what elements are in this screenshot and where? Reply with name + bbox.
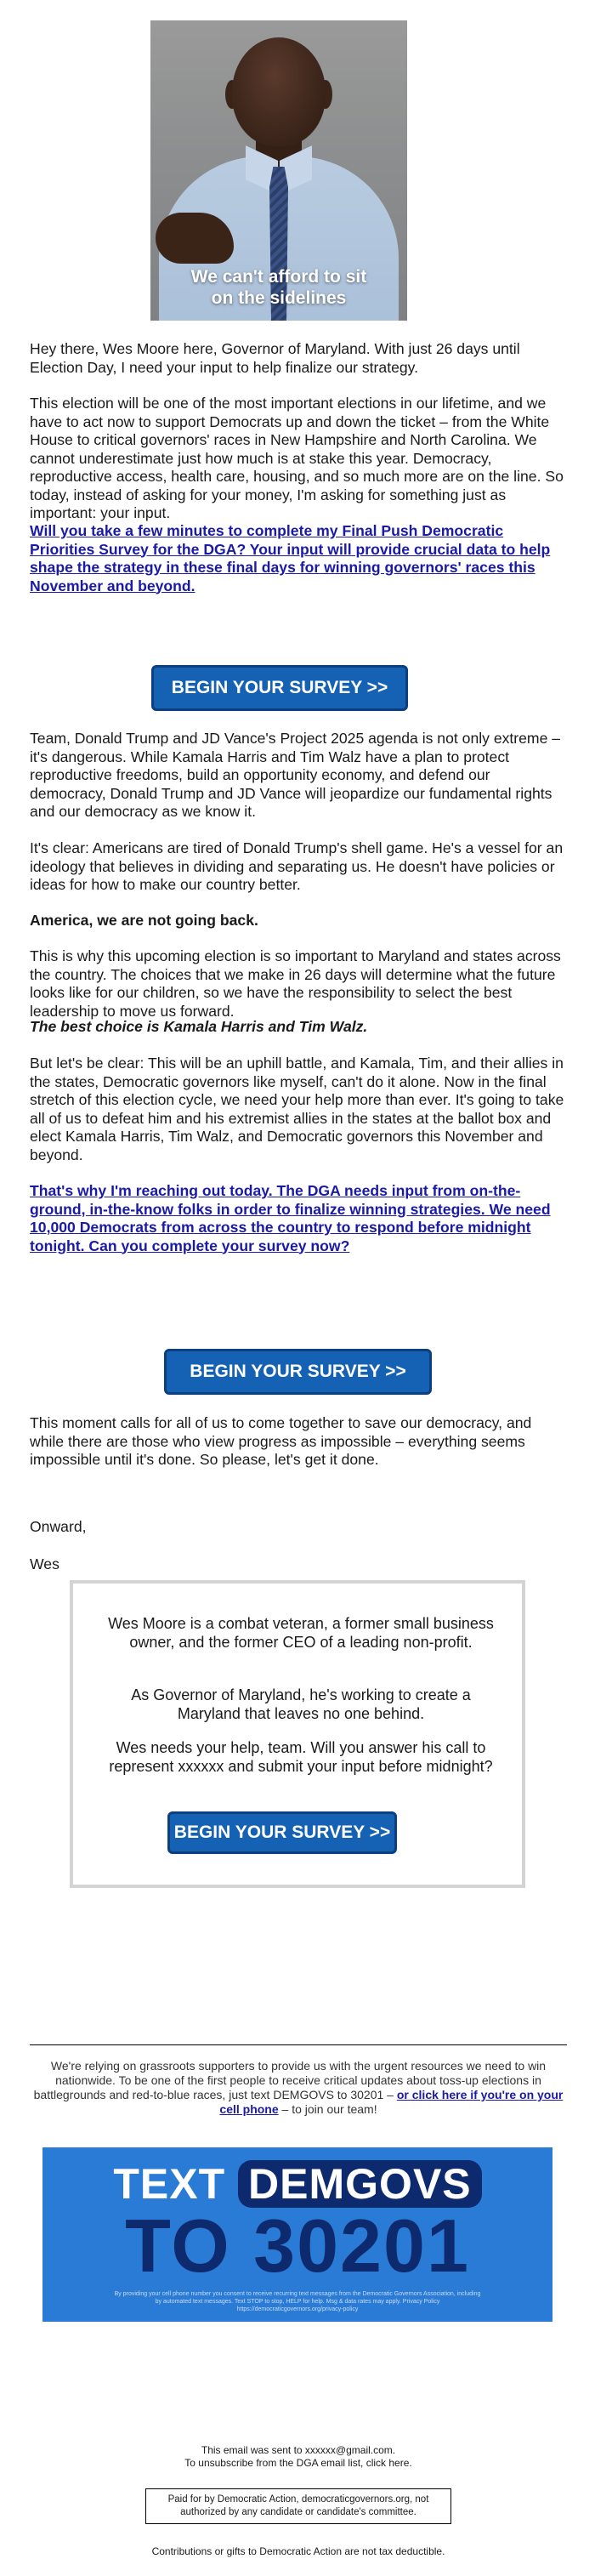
reaching-out-link[interactable]: That's why I'm reaching out today. The DGA needs input from on-the-ground, in-the-know folks in order to finalize winning strategies. We need 10,000 Democrats from across the country to respond before midnight tonight. Can you complete your survey now? bbox=[30, 1182, 551, 1254]
importance-paragraph: This is why this upcoming election is so important to Maryland and states across the country. The choices that we make in 26 days will determine what the future looks like for our children, so we have the responsibility to select the best leadership to move us forward. bbox=[30, 947, 561, 1020]
signoff-onward: Onward, bbox=[30, 1518, 87, 1535]
banner-shortcode: TO 30201 bbox=[125, 2204, 470, 2288]
bio-box bbox=[70, 1580, 525, 1888]
begin-survey-button[interactable]: BEGIN YOUR SURVEY >> bbox=[167, 1811, 397, 1854]
sent-to-text: This email was sent to xxxxxx@gmail.com. bbox=[201, 2444, 396, 2456]
tax-disclaimer: Contributions or gifts to Democratic Action are not tax deductible. bbox=[151, 2545, 445, 2557]
paid-for-disclaimer: Paid for by Democratic Action, democraticgovernors.org, not authorized by any candidate or candidate's committee. bbox=[145, 2488, 451, 2524]
hero-image bbox=[150, 20, 407, 321]
cell-phone-link[interactable]: or click here if you're on your cell phone bbox=[219, 2088, 564, 2116]
not-going-back-text: America, we are not going back. bbox=[30, 912, 258, 929]
footer-text-signup bbox=[30, 2059, 567, 2117]
banner-word: TEXT bbox=[113, 2160, 226, 2208]
election-paragraph: This election will be one of the most important elections in our lifetime, and we have to act now to support Democrats up and down the ticket – from the White House to critical governors' races in New Hampshire and North Carolina. We cannot underestimate just how much is at stake this year. Democracy, reproductive access, health care, housing, and so much more are on the line. So today, instead of asking for your money, I'm asking for something just as important: your input. bbox=[30, 395, 564, 521]
begin-survey-button[interactable]: BEGIN YOUR SURVEY >> bbox=[151, 665, 408, 711]
bio-text: Wes Moore is a combat veteran, a former small business owner, and the former CEO of a leading non-profit. bbox=[108, 1615, 494, 1651]
unsubscribe-link[interactable]: To unsubscribe from the DGA email list, click here. bbox=[184, 2457, 412, 2469]
bio-text: Wes needs your help, team. Will you answer his call to represent xxxxxx and submit your input before midnight? bbox=[109, 1739, 493, 1775]
banner-keyword: DEMGOVS bbox=[238, 2160, 482, 2208]
banner-fineprint: By providing your cell phone number you consent to receive recurring text messages from the Democratic Governors Association, including by automated text messages. Text STOP to stop, HELP for help. Msg & data rates may apply. Privacy Policy https://democraticgovernors.org/privacy-policy bbox=[114, 2291, 481, 2312]
begin-survey-button[interactable]: BEGIN YOUR SURVEY >> bbox=[164, 1349, 432, 1395]
shell-game-paragraph: It's clear: Americans are tired of Donald Trump's shell game. He's a vessel for an ideology that believes in dividing and separating us. He doesn't have policies or ideas for how to make our country better. bbox=[30, 839, 564, 893]
bio-text: As Governor of Maryland, he's working to create a Maryland that leaves no one behind. bbox=[131, 1686, 471, 1722]
hero-caption-line: on the sidelines bbox=[211, 288, 347, 308]
intro-paragraph: Hey there, Wes Moore here, Governor of Maryland. With just 26 days until Election Day, I need your input to help finalize our strategy. bbox=[30, 340, 520, 376]
text-demgovs-banner[interactable] bbox=[42, 2147, 552, 2322]
uphill-battle-paragraph: But let's be clear: This will be an uphill battle, and Kamala, Tim, and their allies in the states, Democratic governors like myself, can't do it alone. Now in the final stretch of this election cycle, we need your help more than ever. It's going to take all of us to defeat him and his extremist allies in the states at the ballot box and elect Kamala Harris, Tim Walz, and Democratic governors this November and beyond. bbox=[30, 1055, 564, 1163]
hero-caption bbox=[150, 266, 407, 309]
best-choice-text: The best choice is Kamala Harris and Tim Walz. bbox=[30, 1018, 368, 1035]
survey-link[interactable]: Will you take a few minutes to complete my Final Push Democratic Priorities Survey for the DGA? Your input will provide crucial data to help shape the strategy in these final days for winning governors' races this November and beyond. bbox=[30, 522, 551, 594]
survey-link-paragraph[interactable] bbox=[30, 522, 567, 595]
moment-paragraph: This moment calls for all of us to come together to save our democracy, and while there are those who view progress as impossible – everything seems impossible until it's done. So please, let's get it done. bbox=[30, 1414, 532, 1468]
hero-hand bbox=[156, 213, 234, 264]
footer-text: We're relying on grassroots supporters to provide us with the urgent resources we need to win nationwide. To be one of the first people to receive critical updates about toss-up elections in battlegrounds and red-to-blue races, just text DEMGOVS to 30201 – bbox=[33, 2059, 547, 2101]
reaching-out-link-paragraph[interactable] bbox=[30, 1182, 567, 1255]
signoff-name: Wes bbox=[30, 1555, 60, 1572]
banner-headline bbox=[42, 2159, 552, 2209]
hero-caption-line: We can't afford to sit bbox=[190, 267, 367, 287]
footer-text: – to join our team! bbox=[278, 2102, 377, 2116]
divider bbox=[30, 2044, 567, 2045]
hero-head bbox=[232, 37, 326, 146]
project-2025-paragraph: Team, Donald Trump and JD Vance's Project 2025 agenda is not only extreme – it's dangerous. While Kamala Harris and Tim Walz have a plan to protect reproductive freedoms, build an opportunity economy, and defend our democracy, Donald Trump and JD Vance will jeopardize our fundamental rights and our democracy as we know it. bbox=[30, 730, 561, 820]
